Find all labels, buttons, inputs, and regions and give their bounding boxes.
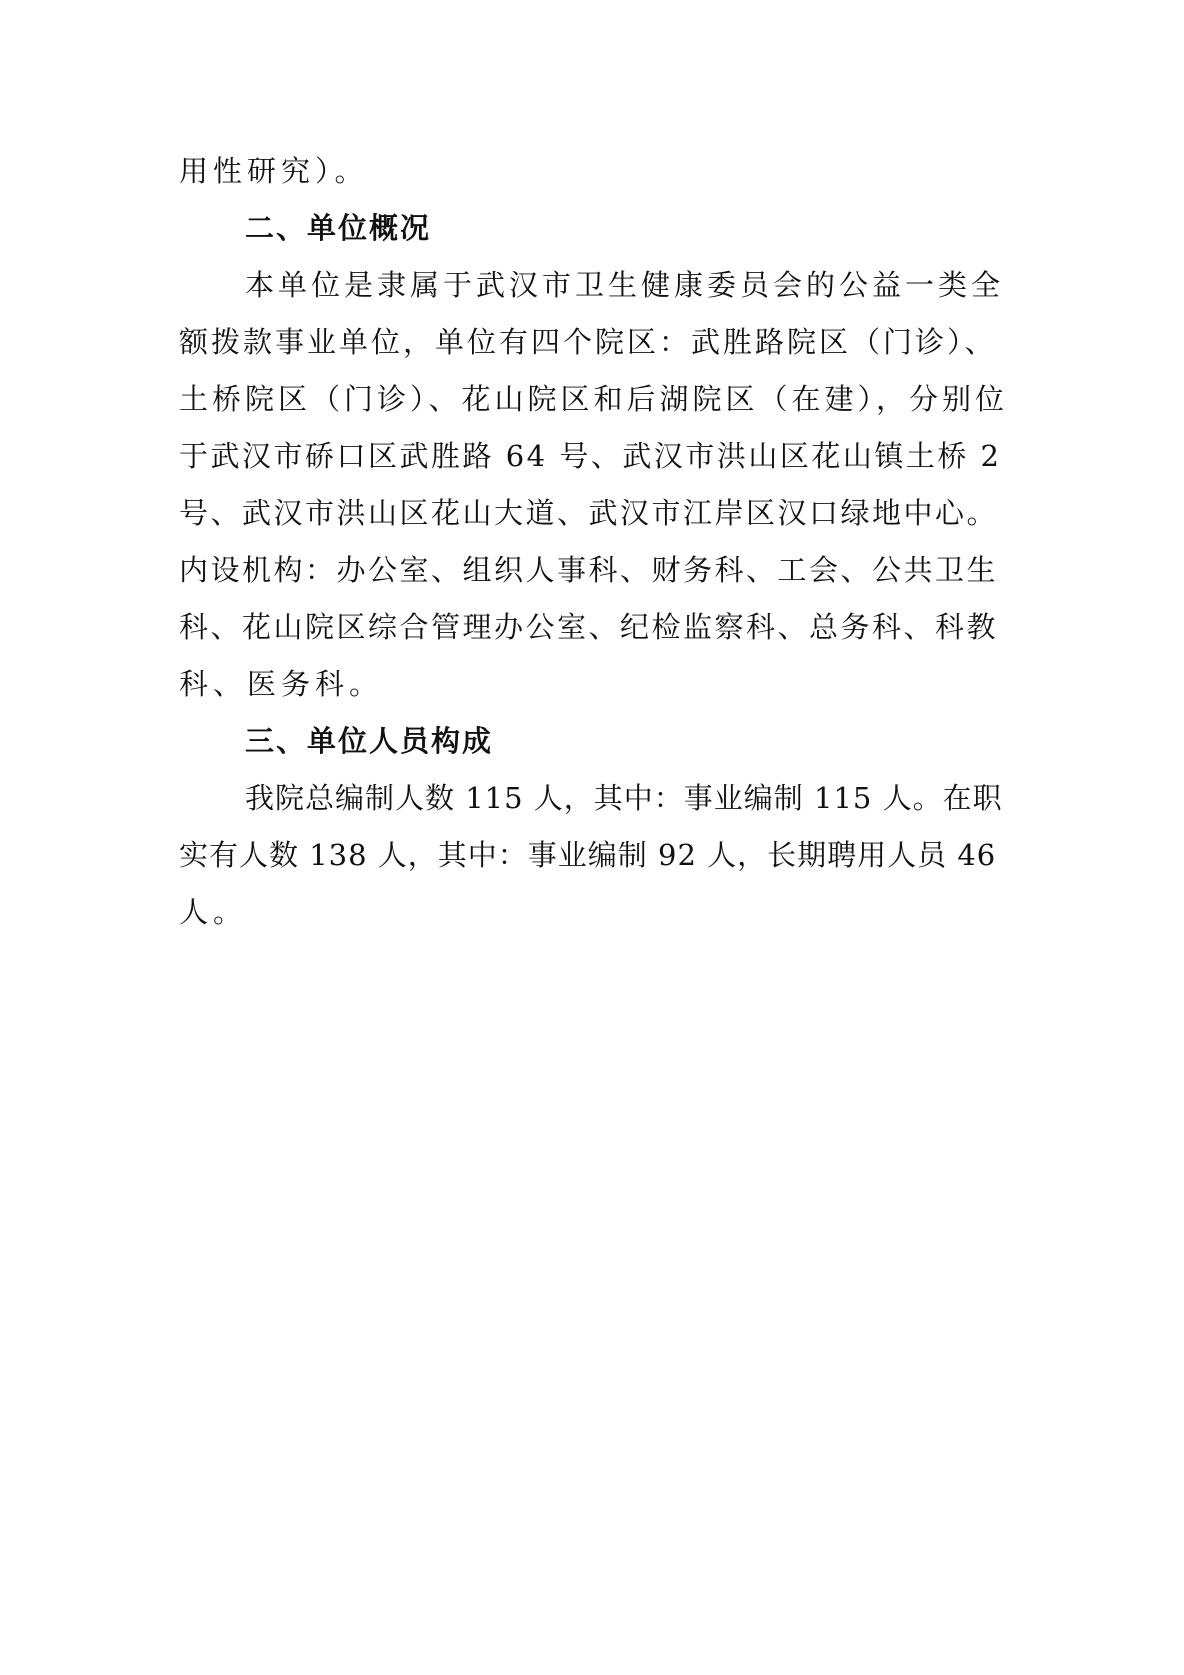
paragraph-line: 号、武汉市洪山区花山大道、武汉市江岸区汉口绿地中心。 (179, 496, 999, 530)
section-heading-overview: 二、单位概况 (245, 211, 432, 245)
paragraph-line: 科、医务科。 (179, 667, 384, 701)
paragraph-line: 内设机构：办公室、组织人事科、财务科、工会、公共卫生 (179, 553, 999, 587)
paragraph-line: 实有人数 138 人，其中：事业编制 92 人，长期聘用人员 46 (179, 838, 997, 872)
paragraph-line: 额拨款事业单位，单位有四个院区：武胜路院区（门诊）、 (179, 325, 997, 359)
continuation-line: 用性研究）。 (179, 154, 369, 188)
document-body (179, 143, 1009, 941)
paragraph-line: 土桥院区（门诊）、花山院区和后湖院区（在建），分别位 (179, 382, 1009, 416)
paragraph-line: 我院总编制人数 115 人，其中：事业编制 115 人。在职 (245, 781, 1003, 815)
paragraph-line: 人。 (179, 895, 248, 929)
paragraph-line: 于武汉市硚口区武胜路 64 号、武汉市洪山区花山镇土桥 2 (179, 439, 1002, 473)
paragraph-line: 本单位是隶属于武汉市卫生健康委员会的公益一类全 (245, 268, 1005, 302)
paragraph-line: 科、花山院区综合管理办公室、纪检监察科、总务科、科教 (179, 610, 999, 644)
section-heading-staffing: 三、单位人员构成 (245, 724, 494, 758)
